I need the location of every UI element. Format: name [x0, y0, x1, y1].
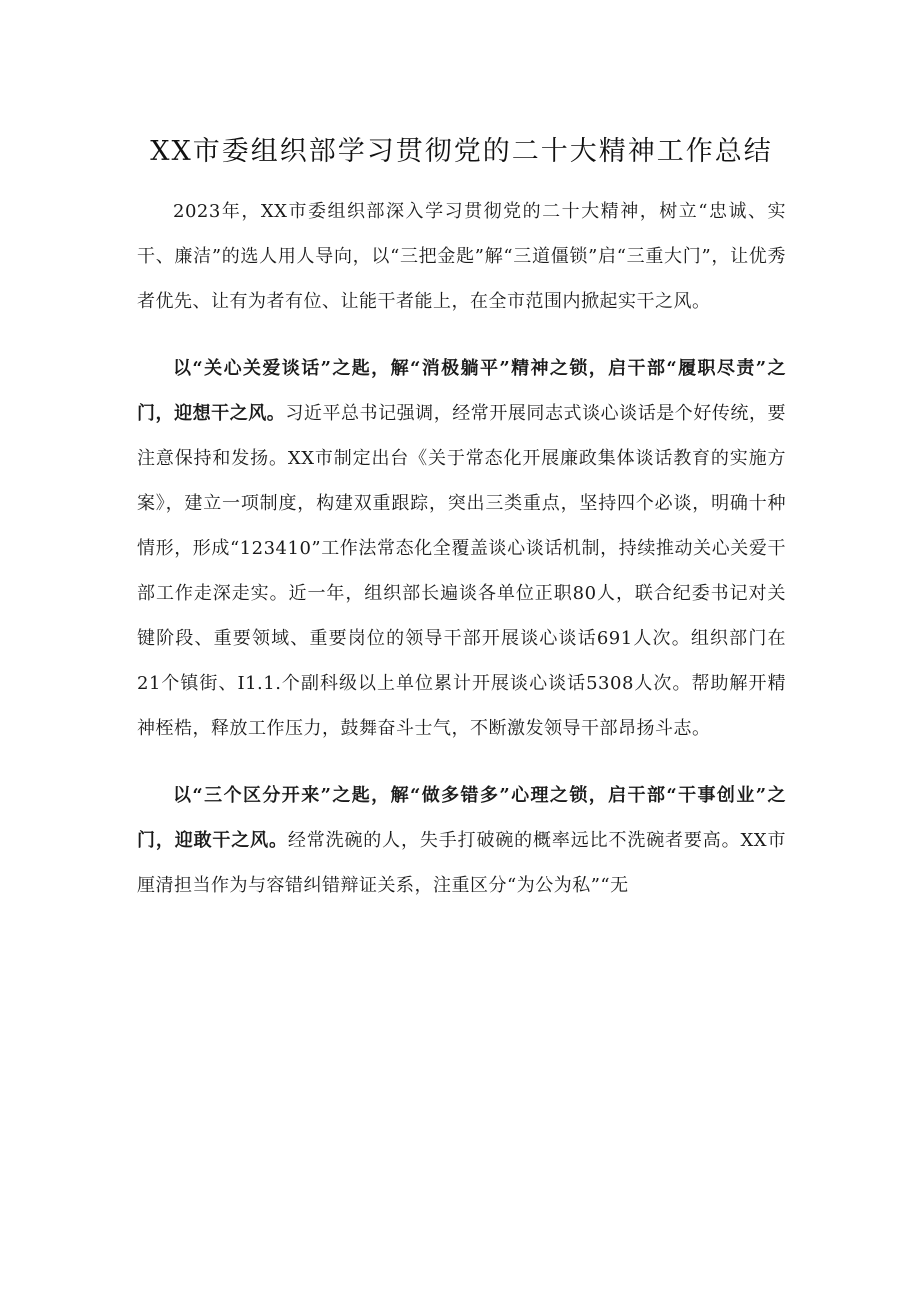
paragraph-body: 经常洗碗的人，失手打破碗的概率远比不洗碗者要高。XX市厘清担当作为与容错纠错辩证关系，注重区分“为公为私”“无 — [137, 830, 786, 896]
paragraph-body: 2023年，XX市委组织部深入学习贯彻党的二十大精神，树立“忠诚、实干、廉洁”的选人用人导向，以“三把金匙”解“三道僵锁”启“三重大门”，让优秀者优先、让有为者有位、让能干者能上，在全市范围内掀起实干之风。 — [137, 201, 786, 312]
document-title: XX市委组织部学习贯彻党的二十大精神工作总结 — [150, 136, 773, 167]
paragraph-lead: 以“关心关爱谈话”之匙，解“消极躺平”精神之锁，启干部“履职尽责”之门，迎想干之风。 — [137, 358, 786, 424]
paragraph-lead: 以“三个区分开来”之匙，解“做多错多”心理之锁，启干部“干事创业”之门，迎敢干之风。 — [137, 785, 786, 851]
paragraph-intro — [137, 189, 786, 324]
paragraph-body: 习近平总书记强调，经常开展同志式谈心谈话是个好传统，要注意保持和发扬。XX市制定出台《关于常态化开展廉政集体谈话教育的实施方案》，建立一项制度，构建双重跟踪，突出三类重点，坚持四个必谈，明确十种情形，形成“123410”工作法常态化全覆盖谈心谈话机制，持续推动关心关爱干部工作走深走实。近一年，组织部长遍谈各单位正职80人，联合纪委书记对关键阶段、重要领域、重要岗位的领导干部开展谈心谈话691人次。组织部门在21个镇街、I1.1.个副科级以上单位累计开展谈心谈话5308人次。帮助解开精神桎梏，释放工作压力，鼓舞奋斗士气，不断激发领导干部昂扬斗志。 — [137, 403, 787, 739]
paragraph-section-2 — [137, 773, 786, 908]
paragraph-section-1 — [137, 346, 786, 751]
